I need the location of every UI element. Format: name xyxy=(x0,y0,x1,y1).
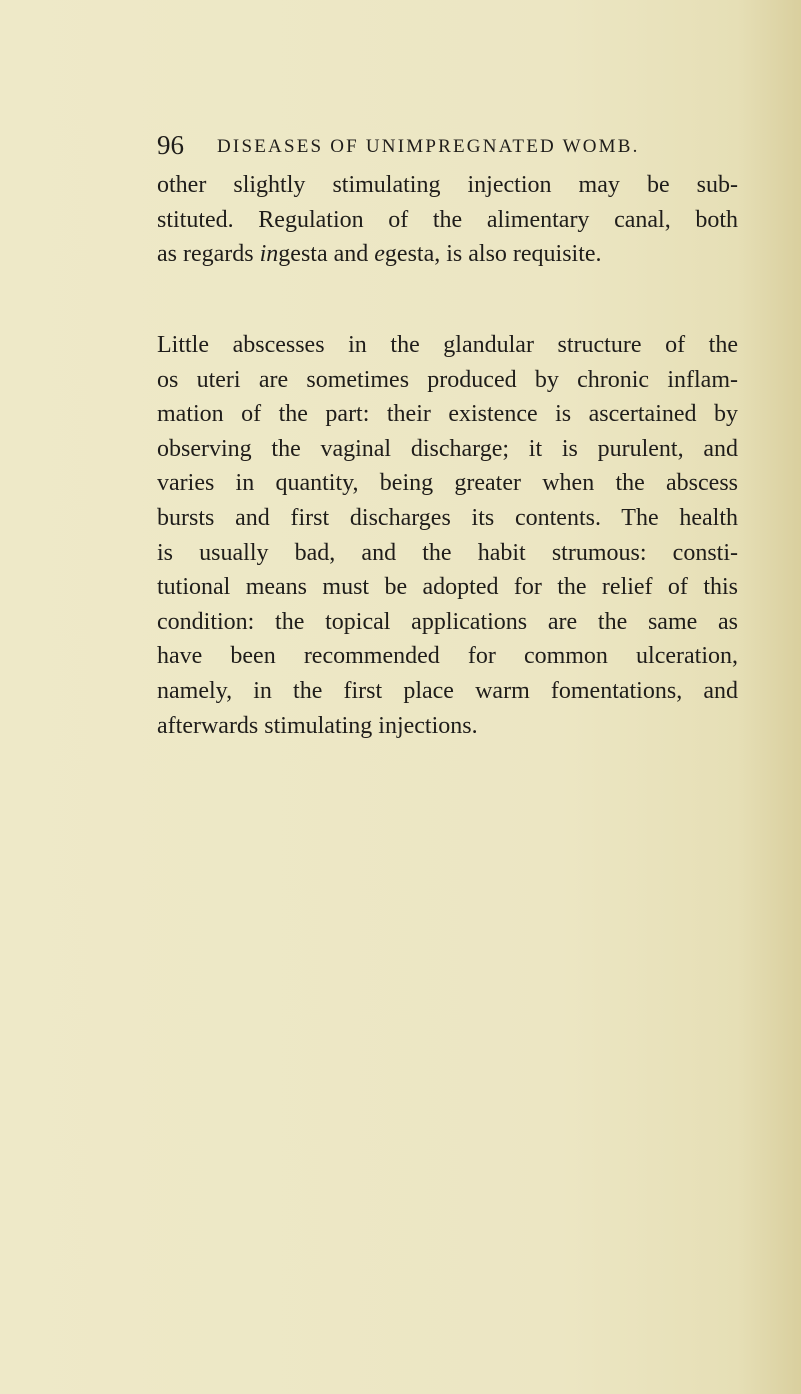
italic-segment: in xyxy=(259,241,279,268)
text-segment: gesta, is also requisite. xyxy=(384,241,602,268)
text-segment: gesta and xyxy=(278,241,375,268)
running-title: DISEASES OF UNIMPREGNATED WOMB. xyxy=(217,136,640,157)
paragraph-1 xyxy=(157,168,738,272)
text-line xyxy=(157,237,738,272)
text-line: is usually bad, and the habit strumous: consti- xyxy=(157,539,738,566)
text-line: namely, in the first place warm fomentations, and xyxy=(157,677,738,704)
page-number: 96 xyxy=(157,130,184,160)
paragraph-2 xyxy=(157,328,738,743)
text-line: have been recommended for common ulceration, xyxy=(157,643,738,670)
text-line: os uteri are sometimes produced by chronic inflam- xyxy=(157,366,738,393)
text-line: afterwards stimulating injections. xyxy=(157,712,478,739)
text-line: varies in quantity, being greater when the abscess xyxy=(157,470,738,497)
text-line: bursts and first discharges its contents. The health xyxy=(157,504,738,531)
text-line: mation of the part: their existence is ascertained by xyxy=(157,401,738,428)
text-line: stituted. Regulation of the alimentary canal, both xyxy=(157,206,738,233)
italic-segment: e xyxy=(374,241,385,268)
text-line: other slightly stimulating injection may be sub- xyxy=(157,172,738,198)
text-line: tutional means must be adopted for the relief of this xyxy=(157,574,738,601)
text-segment: as regards xyxy=(157,241,260,268)
text-line: observing the vaginal discharge; it is purulent, and xyxy=(157,435,738,462)
text-line: Little abscesses in the glandular structure of the xyxy=(157,332,738,358)
text-line: condition: the topical applications are the same as xyxy=(157,608,738,635)
page-header xyxy=(157,130,711,170)
